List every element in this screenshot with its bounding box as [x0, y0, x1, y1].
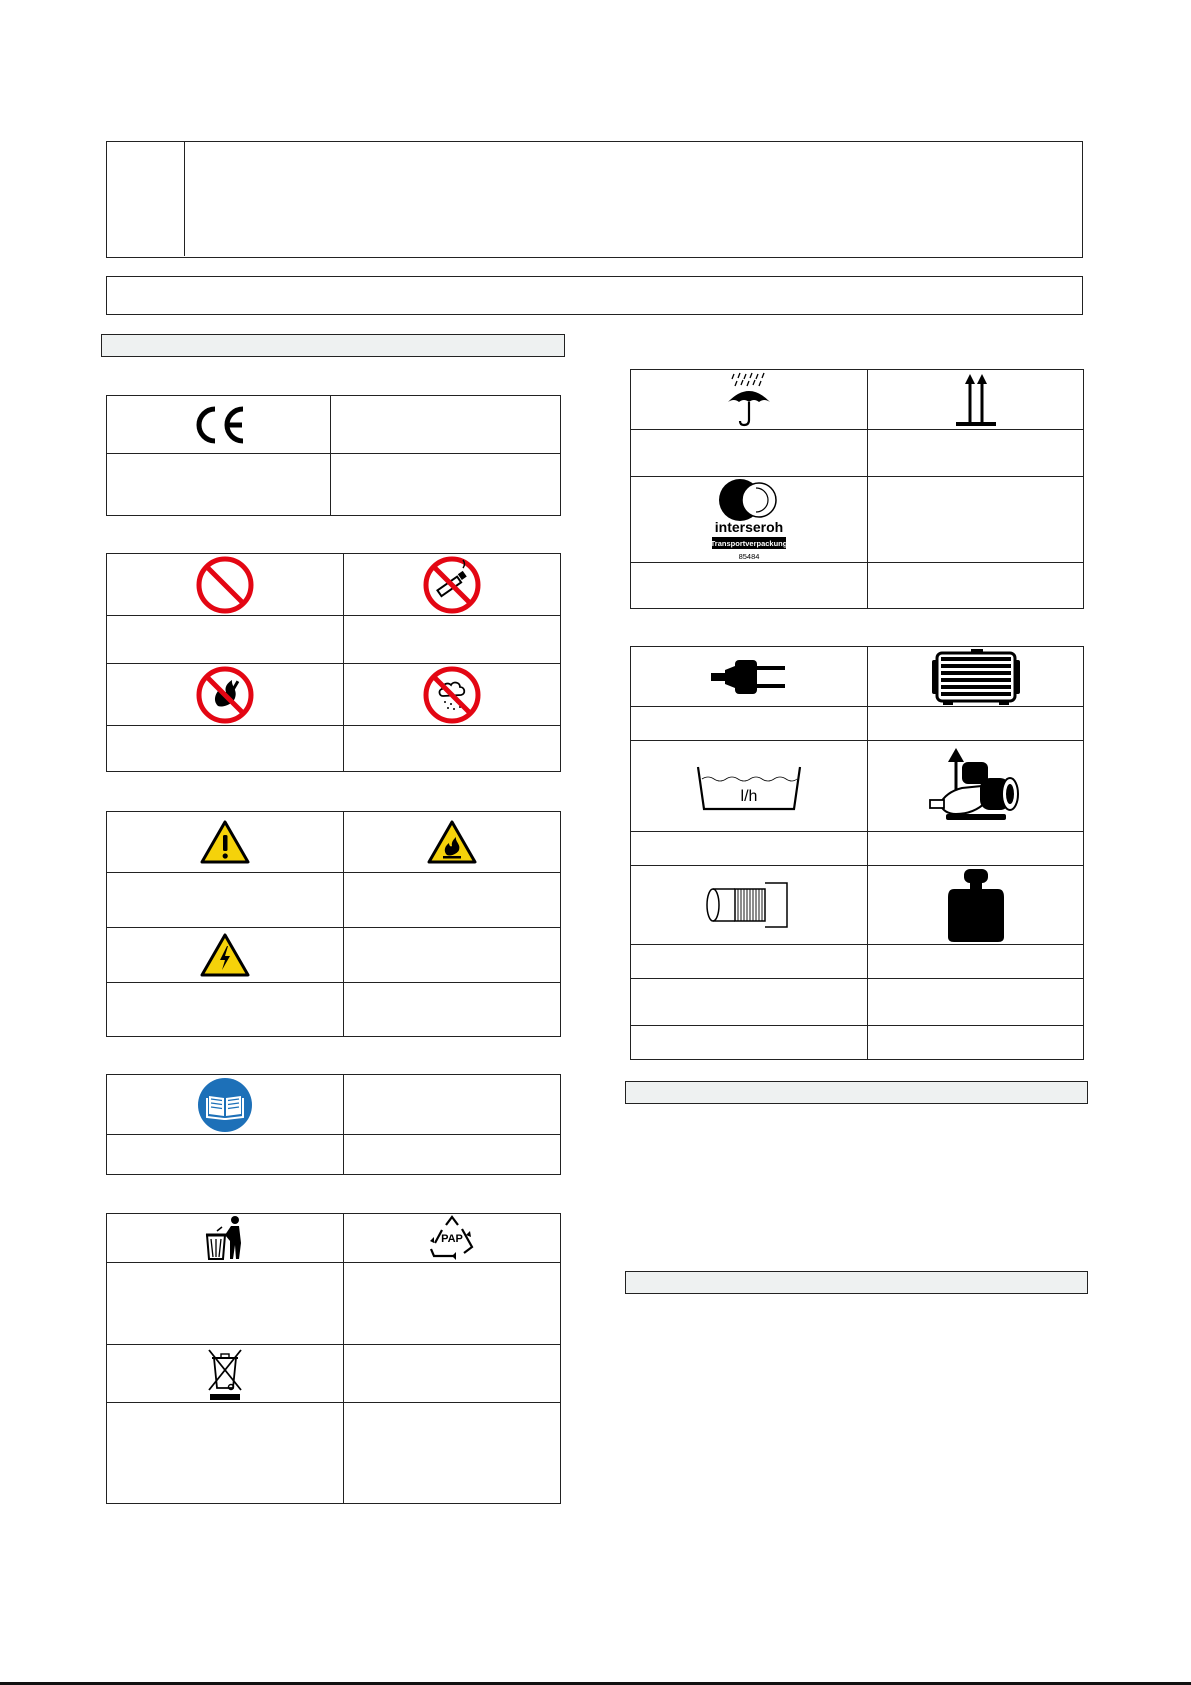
no-smoking-icon: [423, 556, 481, 614]
technical-caption-9: [631, 1026, 868, 1060]
power-plug-icon: [709, 652, 789, 702]
header-right-cell: [187, 142, 1077, 256]
packaging-table: [630, 369, 1084, 609]
pump-lift-height-cell: [868, 741, 1084, 832]
this-way-up-icon: [954, 372, 998, 428]
prohibition-caption-1: [107, 616, 344, 664]
ce-caption-right: [331, 454, 561, 516]
packaging-caption-2: [868, 430, 1084, 477]
technical-caption-10: [868, 1026, 1084, 1060]
weight-icon: [944, 867, 1008, 943]
disposal-caption-3: [107, 1403, 344, 1504]
warning-caption-4: [344, 983, 561, 1037]
motor-cell: [868, 647, 1084, 707]
interseroh-cell: [631, 477, 868, 563]
flammable-warning-icon: [426, 819, 478, 865]
disposal-table: [106, 1213, 561, 1504]
technical-caption-5: [631, 945, 868, 979]
prohibition-table: [106, 553, 561, 772]
no-open-fire-cell: [107, 664, 344, 726]
power-plug-cell: [631, 647, 868, 707]
weee-cell: [107, 1345, 344, 1403]
this-way-up-cell: [868, 370, 1084, 430]
technical-caption-1: [631, 707, 868, 741]
flammable-warning-cell: [344, 812, 561, 873]
electric-voltage-icon: [199, 932, 251, 978]
read-manual-cell: [107, 1075, 344, 1135]
litter-bin-icon: [203, 1215, 247, 1261]
right-section-title-1: [625, 1081, 1088, 1104]
ce-mark-icon: [189, 403, 249, 447]
keep-dry-cell: [631, 370, 868, 430]
electric-warning-description: [344, 928, 561, 983]
warning-caption-2: [344, 873, 561, 928]
flow-rate-cell: [631, 741, 868, 832]
flow-unit-label: l/h: [740, 788, 758, 805]
warning-caption-1: [107, 873, 344, 928]
no-open-fire-icon: [196, 666, 254, 724]
subtitle-box: [106, 276, 1083, 315]
read-manual-icon: [197, 1077, 253, 1133]
mandatory-caption: [107, 1135, 344, 1175]
packaging-caption-1: [631, 430, 868, 477]
header-left-cell: [107, 142, 185, 256]
pump-lift-height-icon: [926, 742, 1026, 830]
general-warning-cell: [107, 812, 344, 873]
technical-caption-2: [868, 707, 1084, 741]
ce-cell: [107, 396, 331, 454]
read-manual-description: [344, 1075, 561, 1135]
packaging-caption-4: [868, 563, 1084, 609]
prohibition-cell: [107, 554, 344, 616]
technical-table: [630, 646, 1084, 1060]
technical-caption-4: [868, 832, 1084, 866]
interseroh-name: interseroh: [714, 518, 784, 535]
left-section-title: [101, 334, 565, 357]
no-dust-icon: [423, 666, 481, 724]
technical-caption-8: [868, 979, 1084, 1026]
disposal-caption-4: [344, 1403, 561, 1504]
general-warning-icon: [199, 819, 251, 865]
packaging-caption-3: [631, 563, 868, 609]
weight-cell: [868, 866, 1084, 945]
right-section-title-2: [625, 1271, 1088, 1294]
conformity-table: [106, 395, 561, 516]
interseroh-number: 85484: [738, 551, 760, 561]
technical-caption-7: [631, 979, 868, 1026]
weee-description: [344, 1345, 561, 1403]
motor-icon: [931, 648, 1021, 706]
no-dust-cell: [344, 664, 561, 726]
warning-caption-3: [107, 983, 344, 1037]
ce-description: [331, 396, 561, 454]
disposal-caption-2: [344, 1263, 561, 1345]
litter-bin-cell: [107, 1214, 344, 1263]
interseroh-description: [868, 477, 1084, 563]
pap-label: PAP: [441, 1233, 463, 1245]
disposal-caption-1: [107, 1263, 344, 1345]
weee-crossed-bin-icon: [203, 1346, 247, 1402]
prohibition-caption-4: [344, 726, 561, 772]
prohibition-icon: [196, 556, 254, 614]
no-smoking-cell: [344, 554, 561, 616]
hose-connector-cell: [631, 866, 868, 945]
prohibition-caption-2: [344, 616, 561, 664]
interseroh-band-label: Transportverpackung: [710, 538, 788, 548]
header-box: [106, 141, 1083, 258]
interseroh-logo-icon: [704, 478, 794, 562]
warning-table: [106, 811, 561, 1037]
ce-caption-left: [107, 454, 331, 516]
hose-connector-icon: [699, 880, 799, 930]
keep-dry-umbrella-icon: [724, 372, 774, 428]
pap-recycling-icon: [426, 1215, 478, 1261]
technical-caption-6: [868, 945, 1084, 979]
mandatory-table: [106, 1074, 561, 1175]
mandatory-caption-right: [344, 1135, 561, 1175]
flow-rate-icon: [694, 759, 804, 813]
technical-caption-3: [631, 832, 868, 866]
pap-recycling-cell: [344, 1214, 561, 1263]
electric-warning-cell: [107, 928, 344, 983]
prohibition-caption-3: [107, 726, 344, 772]
